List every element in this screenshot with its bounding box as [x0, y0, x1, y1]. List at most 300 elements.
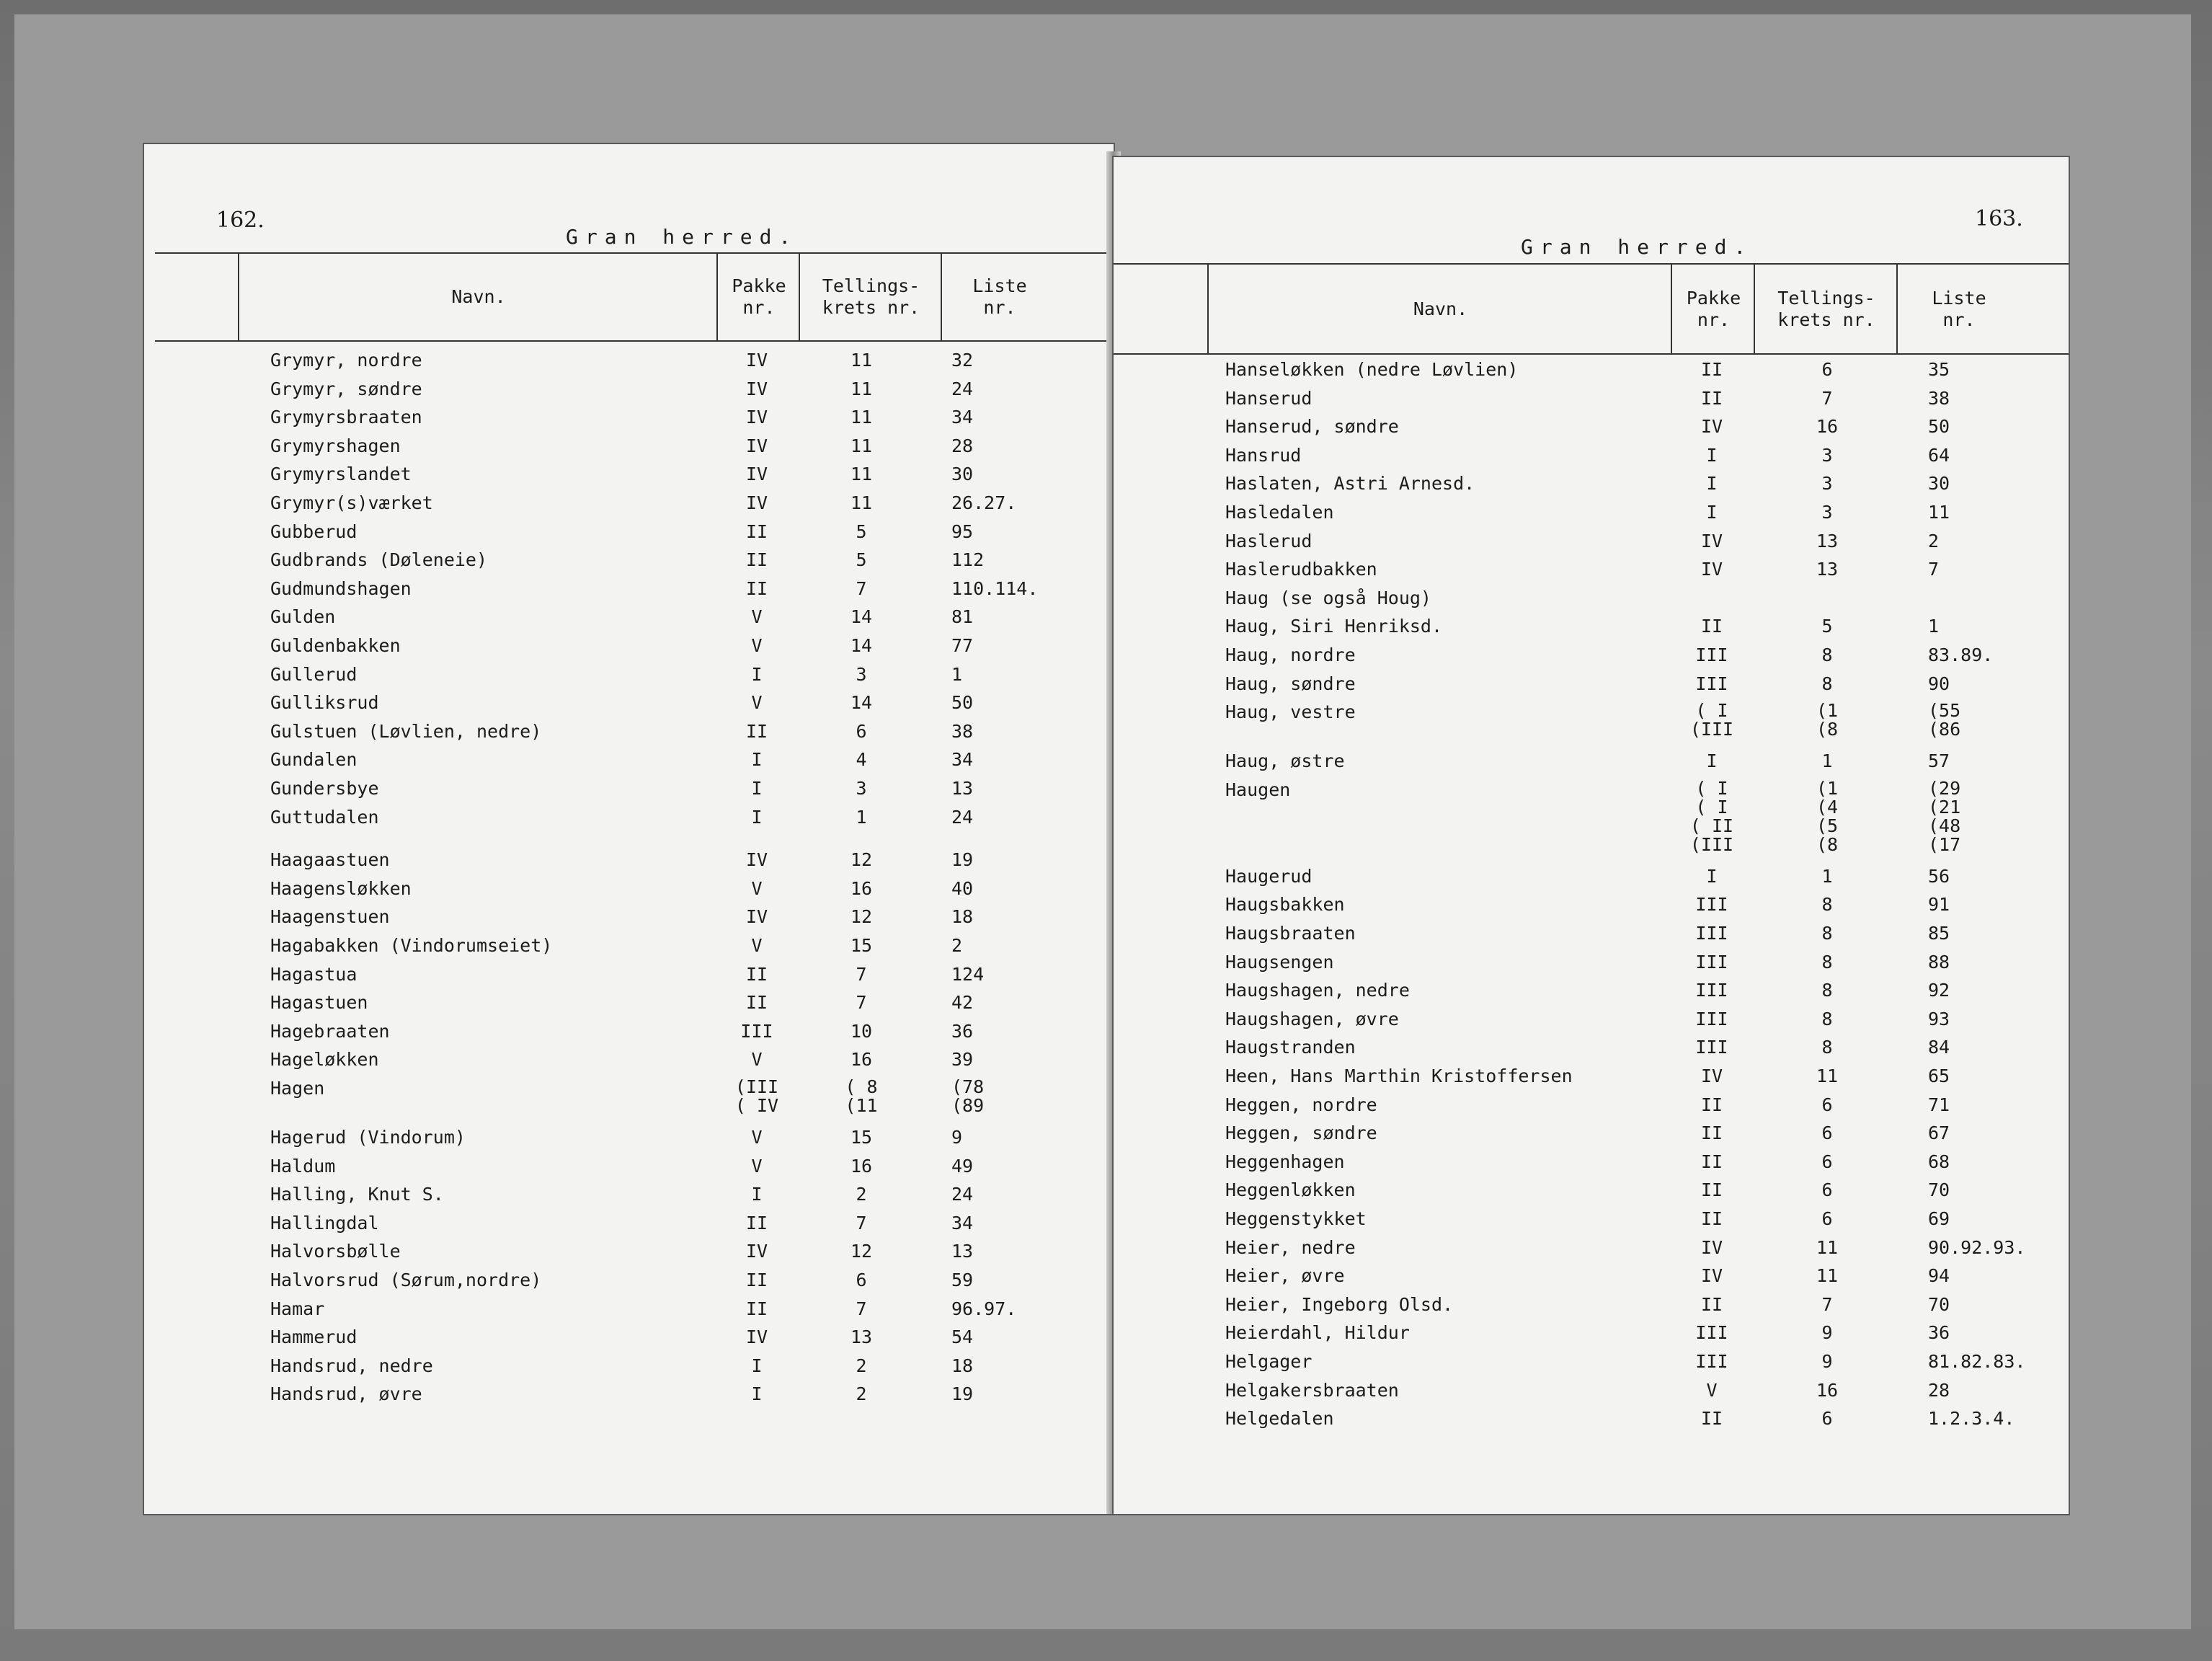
row-krets — [818, 964, 905, 985]
row-liste-value: 50 — [951, 692, 974, 714]
row-krets-value: 8 — [1821, 1008, 1833, 1029]
row-liste — [1928, 750, 2065, 772]
row-liste — [1928, 779, 2065, 854]
row-navn: Gulliksrud — [270, 692, 379, 714]
row-liste — [951, 992, 1096, 1014]
row-pakke-value: I — [751, 806, 763, 828]
row-liste — [951, 807, 1096, 828]
row-pakke — [717, 378, 796, 400]
row-pakke-value: I — [1706, 444, 1718, 466]
row-liste-value: 56 — [1928, 865, 1950, 887]
row-liste-value: 40 — [951, 877, 974, 899]
row-krets — [1784, 980, 1870, 1001]
row-pakke-value: IV — [745, 849, 768, 871]
row-pakke-value: V — [751, 635, 763, 656]
row-krets-value: 6 — [1821, 1208, 1833, 1229]
row-pakke-value: III — [1695, 1008, 1728, 1029]
row-krets-value: 16 — [850, 877, 873, 899]
row-pakke — [1669, 616, 1755, 637]
row-pakke-value: III — [740, 1020, 773, 1042]
right-header-pakke: Pakke nr. — [1671, 265, 1755, 353]
row-navn: Haslerud — [1225, 530, 1312, 552]
row-navn: Grymyrshagen — [270, 435, 401, 456]
row-krets-value: 7 — [856, 963, 867, 985]
row-krets-value: 7 — [1821, 1293, 1833, 1315]
row-pakke-value: III — [1695, 1351, 1728, 1372]
row-liste-value: 92 — [1928, 980, 1950, 1001]
row-krets-value: (4 — [1816, 796, 1839, 818]
row-liste — [1928, 1037, 2065, 1058]
row-pakke-value: (III — [734, 1076, 779, 1097]
row-krets-value: 11 — [1816, 1265, 1839, 1287]
row-krets-value: 1 — [1821, 865, 1833, 887]
table-row — [144, 549, 1114, 578]
row-navn: Hagastua — [270, 963, 357, 985]
row-liste — [1928, 1351, 2065, 1373]
row-pakke — [1669, 1351, 1755, 1373]
row-navn: Grymyrslandet — [270, 464, 412, 485]
row-navn: Heggenstykket — [1225, 1208, 1367, 1229]
row-liste-value: (21 — [1928, 796, 1961, 818]
row-liste-value: 57 — [1928, 750, 1950, 772]
row-pakke-value: I — [751, 1184, 763, 1205]
row-liste-value: 1 — [951, 663, 963, 685]
row-krets — [818, 807, 905, 828]
table-row — [144, 635, 1114, 664]
row-krets — [818, 492, 905, 514]
row-krets — [818, 1355, 905, 1377]
row-liste — [1928, 1151, 2065, 1173]
row-pakke-value: IV — [1700, 416, 1723, 438]
table-row — [1114, 616, 2069, 645]
row-krets — [1784, 673, 1870, 695]
row-pakke-value: I — [751, 663, 763, 685]
row-pakke-value: II — [1700, 616, 1723, 637]
table-row — [144, 1156, 1114, 1184]
row-pakke-value: II — [1700, 387, 1723, 409]
row-liste — [1928, 1066, 2065, 1087]
table-row — [144, 849, 1114, 878]
row-liste-value: 124 — [951, 963, 985, 985]
row-liste — [951, 721, 1096, 743]
right-page-number: 163. — [1975, 206, 2023, 231]
row-krets — [818, 935, 905, 957]
row-krets-value: 16 — [850, 1049, 873, 1071]
row-krets — [1784, 445, 1870, 466]
row-pakke-value: (III — [1689, 719, 1734, 740]
table-row — [144, 664, 1114, 693]
row-liste-value: 54 — [951, 1326, 974, 1348]
row-krets-value: 10 — [850, 1020, 873, 1042]
row-krets — [1784, 645, 1870, 666]
row-krets-value: 11 — [1816, 1066, 1839, 1086]
row-pakke — [717, 521, 796, 543]
row-krets-value: 11 — [850, 350, 873, 371]
row-pakke — [717, 1241, 796, 1262]
row-krets — [818, 521, 905, 543]
table-row — [144, 1298, 1114, 1327]
row-navn: Heierdahl, Hildur — [1225, 1322, 1410, 1344]
row-krets-value: 16 — [850, 1155, 873, 1177]
row-liste — [951, 906, 1096, 928]
row-pakke — [717, 1270, 796, 1291]
row-pakke-value: III — [1695, 645, 1728, 665]
row-liste — [951, 1127, 1096, 1148]
row-navn: Haug, vestre — [1225, 701, 1356, 723]
row-navn: Grymyr, nordre — [270, 350, 422, 371]
row-liste-value: 24 — [951, 378, 974, 399]
row-pakke-value: IV — [1700, 1236, 1723, 1258]
row-liste-value: 7 — [1928, 559, 1940, 580]
row-pakke — [717, 1127, 796, 1148]
row-krets-value: (8 — [1816, 833, 1839, 855]
row-krets — [1784, 701, 1870, 739]
row-navn: Gubberud — [270, 521, 357, 542]
table-row — [144, 350, 1114, 378]
row-pakke — [717, 578, 796, 600]
row-navn: Haugsbraaten — [1225, 923, 1356, 944]
row-krets-value: 5 — [1821, 616, 1833, 637]
row-liste-value: 35 — [1928, 359, 1950, 380]
row-liste-value: 30 — [1928, 473, 1950, 495]
row-liste — [951, 1049, 1096, 1071]
row-liste-value: 68 — [1928, 1151, 1950, 1172]
row-liste-value: 28 — [951, 435, 974, 456]
row-liste — [951, 492, 1096, 514]
row-liste — [1928, 1094, 2065, 1116]
row-pakke — [717, 606, 796, 628]
row-krets-value: 14 — [850, 635, 873, 656]
row-krets — [1784, 616, 1870, 637]
row-liste — [1928, 473, 2065, 495]
row-liste-value: 24 — [951, 806, 974, 828]
row-liste-value: 93 — [1928, 1008, 1950, 1029]
row-krets-value: 11 — [850, 492, 873, 513]
row-pakke-value: II — [1700, 359, 1723, 380]
row-krets — [1784, 923, 1870, 944]
row-krets-value: 9 — [1821, 1322, 1833, 1344]
row-pakke-value: II — [745, 1212, 768, 1233]
table-row — [144, 521, 1114, 550]
row-pakke — [717, 1156, 796, 1177]
table-row — [144, 464, 1114, 492]
row-pakke — [1669, 866, 1755, 887]
table-row — [1114, 1380, 2069, 1409]
row-liste — [1928, 1208, 2065, 1230]
row-navn: Hagebraaten — [270, 1020, 390, 1042]
row-krets — [1784, 1408, 1870, 1430]
row-liste — [951, 464, 1096, 485]
row-pakke — [717, 1078, 796, 1115]
row-liste-value: 50 — [1928, 416, 1950, 438]
row-liste-value: 36 — [1928, 1322, 1950, 1344]
row-pakke — [717, 492, 796, 514]
row-liste-value: 9 — [951, 1127, 963, 1148]
row-krets-value: 1 — [1821, 750, 1833, 772]
row-krets — [1784, 388, 1870, 409]
row-pakke — [1669, 1037, 1755, 1058]
row-krets-value: 5 — [856, 549, 867, 571]
table-row — [1114, 445, 2069, 474]
row-pakke-value: IV — [745, 435, 768, 456]
row-liste — [1928, 1408, 2065, 1430]
table-row — [144, 778, 1114, 807]
row-krets — [818, 664, 905, 686]
row-pakke — [1669, 531, 1755, 552]
row-liste-value: (86 — [1928, 719, 1961, 740]
row-pakke — [717, 878, 796, 900]
row-krets — [1784, 559, 1870, 580]
row-navn: Haug, nordre — [1225, 645, 1356, 665]
table-row — [1114, 1094, 2069, 1123]
row-krets-value: 8 — [1821, 1037, 1833, 1058]
table-row — [1114, 673, 2069, 702]
row-pakke — [717, 1021, 796, 1042]
row-krets — [1784, 1179, 1870, 1201]
row-krets-value: 15 — [850, 1127, 873, 1148]
row-krets-value: 13 — [1816, 530, 1839, 552]
row-navn: Hageløkken — [270, 1049, 379, 1071]
row-krets-value: 11 — [850, 407, 873, 428]
row-liste-value: 81 — [951, 606, 974, 628]
left-header-krets: Tellings- krets nr. — [799, 254, 942, 340]
row-liste — [951, 849, 1096, 871]
row-krets — [1784, 531, 1870, 552]
row-navn: Gullerud — [270, 663, 357, 685]
row-liste — [951, 692, 1096, 714]
row-pakke — [1669, 952, 1755, 973]
row-pakke-value: IV — [745, 492, 768, 513]
row-pakke-value: I — [1706, 502, 1718, 523]
row-krets-value: (1 — [1816, 700, 1839, 722]
row-navn: Haldum — [270, 1155, 336, 1177]
row-liste-value: 18 — [951, 1355, 974, 1376]
row-krets — [1784, 779, 1870, 854]
table-row — [144, 1241, 1114, 1270]
row-navn: Heier, Ingeborg Olsd. — [1225, 1293, 1454, 1315]
right-header-liste: Liste nr. — [1896, 265, 2020, 353]
row-navn: Hanserud — [1225, 387, 1312, 409]
row-liste — [951, 350, 1096, 371]
table-row — [144, 749, 1114, 778]
row-liste-value: 26.27. — [951, 492, 1017, 513]
row-pakke-value: IV — [745, 906, 768, 928]
row-liste — [1928, 1122, 2065, 1144]
row-krets — [1784, 750, 1870, 772]
row-pakke-value: V — [751, 1049, 763, 1071]
table-row — [1114, 1066, 2069, 1094]
row-liste — [951, 935, 1096, 957]
row-liste-value: 64 — [1928, 444, 1950, 466]
row-pakke — [1669, 1322, 1755, 1344]
table-row — [144, 1270, 1114, 1298]
row-pakke — [1669, 1380, 1755, 1401]
table-row — [1114, 559, 2069, 588]
row-krets — [1784, 1265, 1870, 1287]
row-pakke-value: II — [1700, 1293, 1723, 1315]
table-row — [1114, 502, 2069, 531]
row-pakke-value: IV — [1700, 530, 1723, 552]
row-pakke — [717, 435, 796, 457]
row-liste-value: 90.92.93. — [1928, 1236, 2026, 1258]
row-liste-value: 38 — [951, 720, 974, 742]
row-krets-value: 8 — [1821, 673, 1833, 694]
row-liste-value: (29 — [1928, 777, 1961, 799]
row-liste-value: 85 — [1928, 923, 1950, 944]
row-krets — [818, 849, 905, 871]
row-krets-value: 8 — [1821, 923, 1833, 944]
row-liste-value: (89 — [951, 1095, 985, 1116]
row-pakke — [1669, 894, 1755, 916]
row-navn: Haug (se også Houg) — [1225, 587, 1431, 608]
row-pakke-value: III — [1695, 1322, 1728, 1344]
row-pakke — [717, 635, 796, 657]
row-krets-value: 7 — [856, 1212, 867, 1233]
row-krets-value: (5 — [1816, 815, 1839, 836]
row-krets-value: 12 — [850, 1241, 873, 1262]
row-liste-value: 32 — [951, 350, 974, 371]
row-krets-value: 8 — [1821, 894, 1833, 916]
row-pakke — [717, 721, 796, 743]
row-liste-value: (55 — [1928, 700, 1961, 722]
row-pakke — [717, 350, 796, 371]
row-pakke — [717, 1355, 796, 1377]
row-liste-value: 2 — [1928, 530, 1940, 552]
row-krets — [818, 749, 905, 771]
row-liste — [1928, 416, 2065, 438]
table-row — [144, 1078, 1114, 1122]
table-row — [144, 1326, 1114, 1355]
row-krets-value: 13 — [850, 1326, 873, 1348]
row-krets-value: 14 — [850, 692, 873, 714]
table-row — [144, 606, 1114, 635]
row-krets-value: 7 — [856, 992, 867, 1014]
row-pakke — [1669, 1294, 1755, 1316]
row-pakke — [717, 407, 796, 428]
row-navn: Haugshagen, nedre — [1225, 980, 1410, 1001]
row-krets-value: 11 — [1816, 1236, 1839, 1258]
row-krets-value: 3 — [856, 663, 867, 685]
row-krets-value: 7 — [856, 1298, 867, 1319]
row-liste — [951, 878, 1096, 900]
row-pakke-value: V — [751, 692, 763, 714]
row-liste — [1928, 388, 2065, 409]
left-page-number: 162. — [216, 208, 265, 233]
row-liste-value: 94 — [1928, 1265, 1950, 1287]
table-row — [144, 435, 1114, 464]
row-navn: Haagaastuen — [270, 849, 390, 871]
row-liste — [951, 378, 1096, 400]
row-krets — [818, 1270, 905, 1291]
row-navn: Hanserud, søndre — [1225, 416, 1399, 438]
row-pakke-value: III — [1695, 980, 1728, 1001]
row-liste-value: 24 — [951, 1184, 974, 1205]
row-liste — [1928, 559, 2065, 580]
row-navn: Hallingdal — [270, 1212, 379, 1233]
row-navn: Guldenbakken — [270, 635, 401, 656]
row-krets — [818, 1127, 905, 1148]
row-pakke — [1669, 502, 1755, 523]
row-liste — [1928, 1294, 2065, 1316]
row-pakke — [1669, 701, 1755, 739]
row-liste-value: 42 — [951, 992, 974, 1014]
row-krets-value: 3 — [1821, 473, 1833, 495]
row-liste-value: 34 — [951, 749, 974, 771]
row-liste-value: 13 — [951, 778, 974, 799]
row-pakke-value: IV — [745, 378, 768, 399]
row-navn: Haugerud — [1225, 865, 1312, 887]
row-pakke-value: ( II — [1689, 815, 1734, 836]
row-pakke-value: I — [1706, 473, 1718, 495]
table-row — [144, 1355, 1114, 1384]
row-krets — [1784, 416, 1870, 438]
row-krets-value: 6 — [856, 720, 867, 742]
table-row — [1114, 473, 2069, 502]
row-krets — [1784, 1009, 1870, 1030]
row-krets-value: (1 — [1816, 777, 1839, 799]
row-krets — [818, 635, 905, 657]
row-navn: Heggenløkken — [1225, 1179, 1356, 1201]
row-navn: Heen, Hans Marthin Kristoffersen — [1225, 1066, 1573, 1086]
row-krets-value: 12 — [850, 906, 873, 928]
row-krets-value: 11 — [850, 435, 873, 456]
row-krets — [818, 992, 905, 1014]
row-liste — [951, 749, 1096, 771]
row-krets — [818, 721, 905, 743]
row-liste — [1928, 1380, 2065, 1401]
row-navn: Halling, Knut S. — [270, 1184, 444, 1205]
row-liste — [951, 1078, 1096, 1115]
row-pakke-value: II — [745, 720, 768, 742]
left-header-pakke: Pakke nr. — [716, 254, 800, 340]
row-pakke — [717, 1213, 796, 1234]
row-liste-value: 34 — [951, 1212, 974, 1233]
row-krets-value: 1 — [856, 806, 867, 828]
row-liste-value: 49 — [951, 1155, 974, 1177]
table-row — [1114, 1237, 2069, 1266]
row-navn: Guttudalen — [270, 806, 379, 828]
row-navn: Handsrud, nedre — [270, 1355, 433, 1376]
row-pakke — [1669, 1122, 1755, 1144]
row-krets-value: 6 — [1821, 1122, 1833, 1144]
row-pakke-value: V — [751, 1127, 763, 1148]
row-krets — [818, 1156, 905, 1177]
table-row — [1114, 1294, 2069, 1323]
table-row — [1114, 952, 2069, 980]
row-navn: Gulstuen (Løvlien, nedre) — [270, 720, 542, 742]
row-pakke-value: II — [745, 992, 768, 1014]
table-row — [1114, 645, 2069, 673]
row-krets — [818, 778, 905, 800]
row-navn: Haug, søndre — [1225, 673, 1356, 694]
row-krets-value: 6 — [1821, 1094, 1833, 1115]
row-krets — [818, 549, 905, 571]
table-row — [144, 1383, 1114, 1412]
row-navn: Hagabakken (Vindorumseiet) — [270, 935, 553, 956]
row-navn: Heggen, søndre — [1225, 1122, 1377, 1144]
row-liste — [1928, 952, 2065, 973]
table-row — [1114, 416, 2069, 445]
row-pakke — [1669, 750, 1755, 772]
row-krets — [818, 1049, 905, 1071]
row-krets-value: 6 — [1821, 1408, 1833, 1430]
row-pakke-value: IV — [745, 407, 768, 428]
table-row — [144, 1127, 1114, 1156]
row-pakke — [1669, 980, 1755, 1001]
row-liste — [951, 521, 1096, 543]
table-row — [1114, 1322, 2069, 1351]
row-navn: Helgager — [1225, 1351, 1312, 1372]
